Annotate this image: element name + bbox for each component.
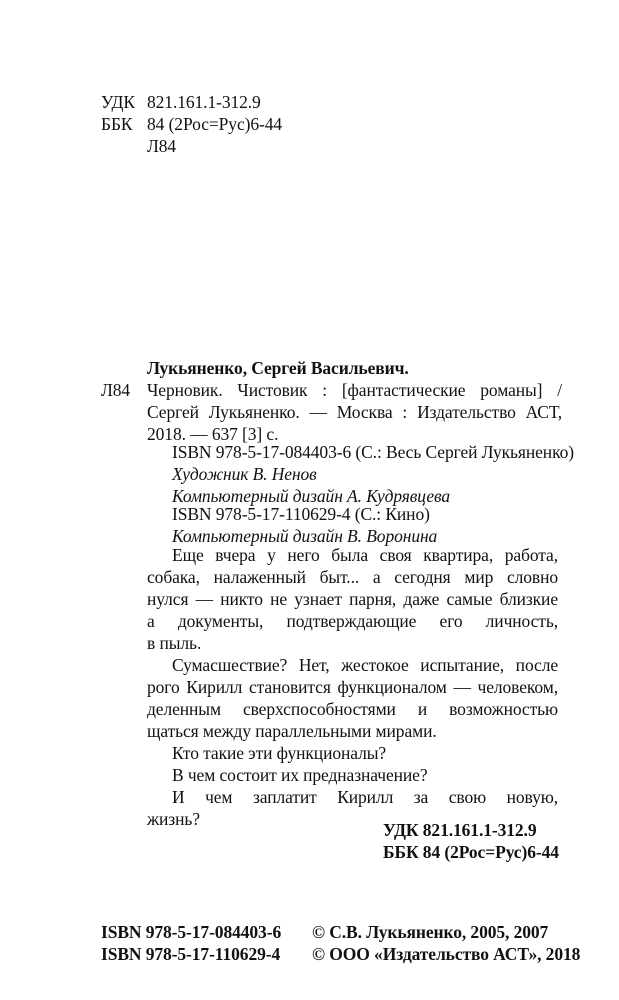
classification-bottom xyxy=(383,819,559,863)
annotation-line: Сумасшествие? Нет, жестокое испытание, после xyxy=(172,655,558,675)
copyright-2: © ООО «Издательство АСТ», 2018 xyxy=(312,944,581,964)
annotation-line: деленным сверхспособностями и возможностью xyxy=(147,699,558,719)
annotation xyxy=(147,544,558,830)
annotation-line: нулся — никто не узнает парня, даже самые близкие xyxy=(147,589,558,609)
author-mark: Л84 xyxy=(147,136,177,156)
entry-isbn-group-2 xyxy=(172,503,437,547)
entry-artist-1: Художник В. Ненов xyxy=(172,464,317,484)
bbk-value: 84 (2Рос=Рус)6-44 xyxy=(147,114,283,134)
annotation-line: собака, налаженный быт... а сегодня мир словно xyxy=(147,567,558,587)
footer-isbn-1: ISBN 978-5-17-084403-6 xyxy=(101,922,282,942)
entry-title-line: 2018. — 637 [3] с. xyxy=(147,424,279,444)
entry-isbn-group-1 xyxy=(172,441,574,507)
entry-isbn-2: ISBN 978-5-17-110629-4 (С.: Кино) xyxy=(172,504,430,524)
annotation-line: И чем заплатит Кирилл за свою новую, xyxy=(172,787,558,807)
bbk-label: ББК xyxy=(101,114,133,134)
annotation-line: рого Кирилл становится функционалом — человеком, xyxy=(147,677,558,697)
entry-design-2: Компьютерный дизайн В. Воронина xyxy=(172,526,438,546)
entry-mark: Л84 xyxy=(101,380,131,400)
udk-label: УДК xyxy=(101,92,135,112)
annotation-line: в пыль. xyxy=(147,633,202,653)
entry-isbn-1: ISBN 978-5-17-084403-6 (С.: Весь Сергей Лукьяненко) xyxy=(172,442,574,462)
entry-title-line: Сергей Лукьяненко. — Москва : Издательство АСТ, xyxy=(147,402,562,422)
footer-isbn xyxy=(101,921,281,965)
udk-value: 821.161.1-312.9 xyxy=(147,92,261,112)
annotation-question: В чем состоит их предназначение? xyxy=(172,765,428,785)
annotation-line: а документы, подтверждающие его личность, xyxy=(147,611,558,631)
footer-isbn-2: ISBN 978-5-17-110629-4 xyxy=(101,944,281,964)
annotation-line: щаться между параллельными мирами. xyxy=(147,721,437,741)
annotation-line: Еще вчера у него была своя квартира, работа, xyxy=(172,545,558,565)
footer-copyright xyxy=(312,921,580,965)
annotation-line: жизнь? xyxy=(147,809,200,829)
entry-design-1: Компьютерный дизайн А. Кудрявцева xyxy=(172,486,451,506)
entry-title-line: Черновик. Чистовик : [фантастические романы] / xyxy=(147,380,562,400)
entry-title xyxy=(147,379,562,445)
entry-author: Лукьяненко, Сергей Васильевич. xyxy=(147,358,409,378)
annotation-question: Кто такие эти функционалы? xyxy=(172,743,387,763)
udk-bottom: УДК 821.161.1-312.9 xyxy=(383,820,537,840)
bbk-bottom: ББК 84 (2Рос=Рус)6-44 xyxy=(383,842,559,862)
copyright-1: © С.В. Лукьяненко, 2005, 2007 xyxy=(312,922,549,942)
